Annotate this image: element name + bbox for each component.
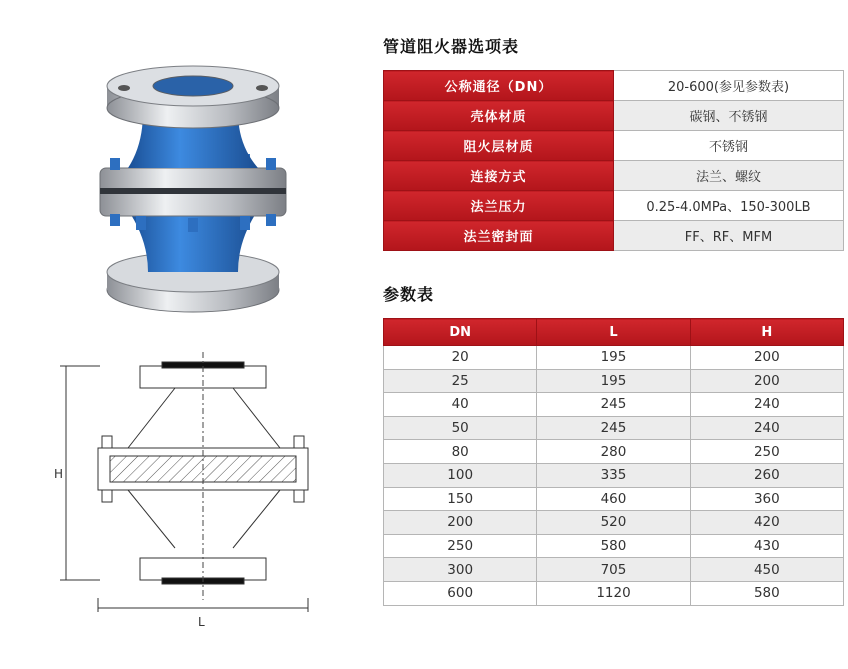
option-value: 20-600(参见参数表) <box>614 71 844 101</box>
table-row <box>384 131 844 161</box>
table-row <box>384 416 844 440</box>
cell-l: 195 <box>537 369 690 393</box>
table-row <box>384 346 844 370</box>
option-value: FF、RF、MFM <box>614 221 844 251</box>
cell-h: 240 <box>690 416 843 440</box>
cell-dn: 25 <box>384 369 537 393</box>
product-photo <box>88 50 298 340</box>
h-dimension-label: H <box>54 467 64 481</box>
cell-h: 240 <box>690 393 843 417</box>
cell-h: 360 <box>690 487 843 511</box>
cell-dn: 600 <box>384 581 537 605</box>
option-value: 碳钢、不锈钢 <box>614 101 844 131</box>
cell-l: 520 <box>537 511 690 535</box>
option-label: 壳体材质 <box>384 101 614 131</box>
cell-l: 245 <box>537 416 690 440</box>
cell-dn: 50 <box>384 416 537 440</box>
column-header-l: L <box>537 319 690 346</box>
option-label: 连接方式 <box>384 161 614 191</box>
parameter-table <box>383 318 844 606</box>
cell-h: 420 <box>690 511 843 535</box>
cell-h: 450 <box>690 558 843 582</box>
cell-dn: 250 <box>384 534 537 558</box>
l-dimension-label: L <box>198 615 205 629</box>
cell-dn: 200 <box>384 511 537 535</box>
option-label: 阻火层材质 <box>384 131 614 161</box>
table-row <box>384 71 844 101</box>
option-label: 公称通径（DN） <box>384 71 614 101</box>
cell-l: 460 <box>537 487 690 511</box>
cell-dn: 150 <box>384 487 537 511</box>
option-label: 法兰密封面 <box>384 221 614 251</box>
cell-dn: 40 <box>384 393 537 417</box>
table-row <box>384 440 844 464</box>
cell-h: 260 <box>690 463 843 487</box>
table-header-row <box>384 319 844 346</box>
selection-table <box>383 70 844 251</box>
table-row <box>384 221 844 251</box>
column-header-h: H <box>690 319 843 346</box>
table-row <box>384 534 844 558</box>
cell-dn: 100 <box>384 463 537 487</box>
cell-h: 430 <box>690 534 843 558</box>
cell-l: 1120 <box>537 581 690 605</box>
cell-h: 580 <box>690 581 843 605</box>
cell-h: 200 <box>690 369 843 393</box>
option-label: 法兰压力 <box>384 191 614 221</box>
table-row <box>384 393 844 417</box>
cell-l: 580 <box>537 534 690 558</box>
dimension-drawing <box>40 350 340 650</box>
cell-l: 280 <box>537 440 690 464</box>
table-row <box>384 581 844 605</box>
selection-table-title: 管道阻火器选项表 <box>383 37 520 56</box>
table-row <box>384 558 844 582</box>
table-row <box>384 369 844 393</box>
cell-h: 250 <box>690 440 843 464</box>
table-row <box>384 487 844 511</box>
table-row <box>384 161 844 191</box>
table-row <box>384 191 844 221</box>
option-value: 0.25-4.0MPa、150-300LB <box>614 191 844 221</box>
cell-l: 245 <box>537 393 690 417</box>
table-row <box>384 511 844 535</box>
cell-l: 195 <box>537 346 690 370</box>
option-value: 法兰、螺纹 <box>614 161 844 191</box>
table-row <box>384 101 844 131</box>
parameter-table-title: 参数表 <box>383 285 435 304</box>
column-header-dn: DN <box>384 319 537 346</box>
table-row <box>384 463 844 487</box>
cell-dn: 80 <box>384 440 537 464</box>
cell-dn: 20 <box>384 346 537 370</box>
cell-dn: 300 <box>384 558 537 582</box>
cell-l: 335 <box>537 463 690 487</box>
cell-h: 200 <box>690 346 843 370</box>
option-value: 不锈钢 <box>614 131 844 161</box>
cell-l: 705 <box>537 558 690 582</box>
